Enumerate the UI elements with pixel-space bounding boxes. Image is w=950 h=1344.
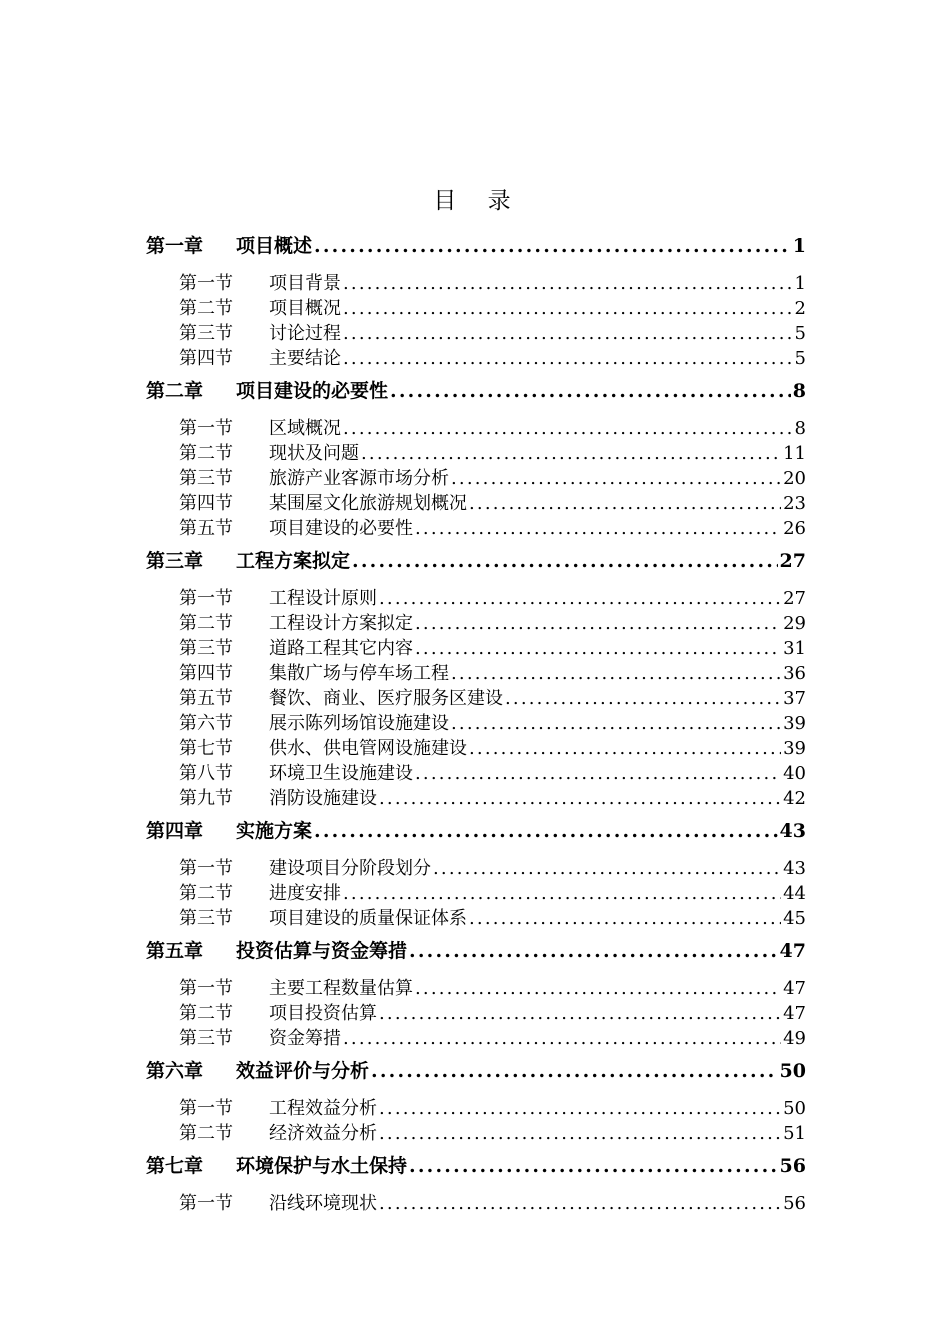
dot-leader [469, 736, 781, 761]
section-page-number: 40 [783, 763, 806, 784]
toc-section-entry[interactable] [146, 881, 806, 906]
dot-leader [415, 611, 781, 636]
chapter-title: 效益评价与分析 [236, 1060, 370, 1082]
chapter-page-number: 1 [792, 235, 806, 257]
section-title: 讨论过程 [269, 323, 341, 344]
section-title: 项目建设的必要性 [269, 518, 413, 539]
section-number: 第一节 [179, 273, 233, 294]
toc-section-list [146, 271, 806, 371]
section-title: 进度安排 [269, 883, 341, 904]
section-page-number: 47 [783, 1003, 806, 1024]
toc-chapter-entry[interactable] [146, 1150, 806, 1183]
section-number: 第四节 [179, 493, 233, 514]
dot-leader [415, 516, 781, 541]
chapter-page-number: 27 [779, 550, 806, 572]
section-page-number: 8 [794, 418, 806, 439]
table-of-contents [146, 230, 806, 1220]
dot-leader [433, 856, 781, 881]
dot-leader [379, 586, 781, 611]
dot-leader [379, 1121, 781, 1146]
toc-section-list [146, 1096, 806, 1146]
toc-section-entry[interactable] [146, 1026, 806, 1051]
toc-section-entry[interactable] [146, 711, 806, 736]
section-title: 现状及问题 [269, 443, 359, 464]
toc-chapter-entry[interactable] [146, 375, 806, 408]
section-page-number: 50 [783, 1098, 806, 1119]
section-page-number: 20 [783, 468, 806, 489]
chapter-page-number: 50 [779, 1060, 806, 1082]
toc-section-entry[interactable] [146, 1096, 806, 1121]
toc-section-entry[interactable] [146, 636, 806, 661]
section-title: 建设项目分阶段划分 [269, 858, 431, 879]
section-page-number: 43 [783, 858, 806, 879]
section-title: 餐饮、商业、医疗服务区建设 [269, 688, 503, 709]
dot-leader [379, 786, 781, 811]
toc-section-entry[interactable] [146, 516, 806, 541]
section-page-number: 5 [794, 348, 806, 369]
toc-section-list [146, 416, 806, 541]
section-page-number: 31 [783, 638, 806, 659]
dot-leader [415, 636, 781, 661]
dot-leader [314, 230, 791, 263]
dot-leader [469, 491, 781, 516]
dot-leader [451, 711, 781, 736]
section-number: 第一节 [179, 418, 233, 439]
dot-leader [451, 466, 781, 491]
toc-section-entry[interactable] [146, 856, 806, 881]
toc-section-entry[interactable] [146, 466, 806, 491]
section-title: 区域概况 [269, 418, 341, 439]
section-number: 第一节 [179, 978, 233, 999]
dot-leader [343, 1026, 781, 1051]
section-title: 工程设计方案拟定 [269, 613, 413, 634]
section-page-number: 51 [783, 1123, 806, 1144]
section-number: 第六节 [179, 713, 233, 734]
section-page-number: 2 [794, 298, 806, 319]
section-number: 第二节 [179, 1123, 233, 1144]
dot-leader [379, 1001, 781, 1026]
dot-leader [451, 661, 781, 686]
section-number: 第五节 [179, 688, 233, 709]
toc-chapter-block [146, 935, 806, 1051]
dot-leader [343, 271, 793, 296]
section-title: 集散广场与停车场工程 [269, 663, 449, 684]
dot-leader [379, 1096, 781, 1121]
section-number: 第二节 [179, 443, 233, 464]
dot-leader [343, 321, 793, 346]
section-number: 第七节 [179, 738, 233, 759]
dot-leader [409, 1150, 778, 1183]
section-page-number: 45 [783, 908, 806, 929]
toc-section-list [146, 856, 806, 931]
section-title: 展示陈列场馆设施建设 [269, 713, 449, 734]
section-page-number: 27 [783, 588, 806, 609]
toc-section-entry[interactable] [146, 906, 806, 931]
toc-section-entry[interactable] [146, 686, 806, 711]
toc-chapter-block [146, 1150, 806, 1216]
toc-chapter-block [146, 815, 806, 931]
toc-section-entry[interactable] [146, 1191, 806, 1216]
chapter-page-number: 43 [779, 820, 806, 842]
toc-chapter-block [146, 1055, 806, 1146]
section-title: 某围屋文化旅游规划概况 [269, 493, 467, 514]
section-number: 第九节 [179, 788, 233, 809]
chapter-number: 第一章 [146, 235, 204, 257]
section-number: 第二节 [179, 883, 233, 904]
toc-chapter-block [146, 375, 806, 541]
toc-section-entry[interactable] [146, 1121, 806, 1146]
section-page-number: 49 [783, 1028, 806, 1049]
section-title: 道路工程其它内容 [269, 638, 413, 659]
section-number: 第一节 [179, 588, 233, 609]
section-number: 第一节 [179, 1098, 233, 1119]
section-page-number: 56 [783, 1193, 806, 1214]
section-number: 第三节 [179, 468, 233, 489]
toc-section-entry[interactable] [146, 1001, 806, 1026]
section-number: 第四节 [179, 348, 233, 369]
section-page-number: 5 [794, 323, 806, 344]
dot-leader [343, 416, 793, 441]
toc-chapter-entry[interactable] [146, 815, 806, 848]
toc-section-entry[interactable] [146, 296, 806, 321]
dot-leader [379, 1191, 781, 1216]
section-page-number: 11 [783, 443, 806, 464]
section-title: 项目概况 [269, 298, 341, 319]
toc-chapter-block [146, 230, 806, 371]
dot-leader [505, 686, 781, 711]
dot-leader [415, 976, 781, 1001]
dot-leader [343, 296, 793, 321]
chapter-title: 项目概述 [236, 235, 313, 257]
chapter-title: 投资估算与资金筹措 [236, 940, 408, 962]
dot-leader [343, 346, 793, 371]
toc-section-entry[interactable] [146, 611, 806, 636]
toc-section-entry[interactable] [146, 416, 806, 441]
toc-section-entry[interactable] [146, 736, 806, 761]
toc-chapter-block [146, 545, 806, 811]
toc-section-entry[interactable] [146, 441, 806, 466]
section-page-number: 47 [783, 978, 806, 999]
toc-title: 目 录 [433, 188, 523, 214]
chapter-title: 项目建设的必要性 [236, 380, 389, 402]
toc-section-entry[interactable] [146, 586, 806, 611]
section-title: 沿线环境现状 [269, 1193, 377, 1214]
section-page-number: 23 [783, 493, 806, 514]
toc-section-entry[interactable] [146, 761, 806, 786]
section-title: 主要工程数量估算 [269, 978, 413, 999]
section-page-number: 39 [783, 713, 806, 734]
chapter-number: 第三章 [146, 550, 204, 572]
section-title: 工程设计原则 [269, 588, 377, 609]
toc-section-entry[interactable] [146, 661, 806, 686]
section-number: 第二节 [179, 1003, 233, 1024]
section-page-number: 42 [783, 788, 806, 809]
toc-section-entry[interactable] [146, 491, 806, 516]
section-title: 消防设施建设 [269, 788, 377, 809]
section-page-number: 39 [783, 738, 806, 759]
section-page-number: 29 [783, 613, 806, 634]
dot-leader [409, 935, 778, 968]
section-number: 第三节 [179, 323, 233, 344]
section-page-number: 1 [794, 273, 806, 294]
section-title: 项目投资估算 [269, 1003, 377, 1024]
dot-leader [415, 761, 781, 786]
chapter-title: 实施方案 [236, 820, 313, 842]
section-number: 第三节 [179, 908, 233, 929]
section-title: 环境卫生设施建设 [269, 763, 413, 784]
toc-chapter-entry[interactable] [146, 545, 806, 578]
chapter-page-number: 56 [779, 1155, 806, 1177]
section-title: 项目建设的质量保证体系 [269, 908, 467, 929]
section-page-number: 44 [783, 883, 806, 904]
toc-section-entry[interactable] [146, 321, 806, 346]
section-page-number: 37 [783, 688, 806, 709]
chapter-number: 第五章 [146, 940, 204, 962]
dot-leader [343, 881, 781, 906]
toc-chapter-entry[interactable] [146, 1055, 806, 1088]
section-number: 第一节 [179, 1193, 233, 1214]
section-number: 第四节 [179, 663, 233, 684]
section-number: 第八节 [179, 763, 233, 784]
section-title: 资金筹措 [269, 1028, 341, 1049]
chapter-page-number: 47 [779, 940, 806, 962]
section-page-number: 26 [783, 518, 806, 539]
chapter-number: 第七章 [146, 1155, 204, 1177]
section-title: 经济效益分析 [269, 1123, 377, 1144]
chapter-page-number: 8 [792, 380, 806, 402]
dot-leader [361, 441, 781, 466]
section-title: 旅游产业客源市场分析 [269, 468, 449, 489]
chapter-number: 第二章 [146, 380, 204, 402]
section-page-number: 36 [783, 663, 806, 684]
chapter-title: 环境保护与水土保持 [236, 1155, 408, 1177]
section-number: 第二节 [179, 298, 233, 319]
section-number: 第三节 [179, 638, 233, 659]
dot-leader [352, 545, 778, 578]
toc-section-list [146, 1191, 806, 1216]
dot-leader [390, 375, 791, 408]
dot-leader [314, 815, 778, 848]
chapter-number: 第四章 [146, 820, 204, 842]
section-title: 工程效益分析 [269, 1098, 377, 1119]
toc-section-list [146, 976, 806, 1051]
chapter-title: 工程方案拟定 [236, 550, 351, 572]
toc-section-entry[interactable] [146, 976, 806, 1001]
section-title: 项目背景 [269, 273, 341, 294]
section-title: 供水、供电管网设施建设 [269, 738, 467, 759]
dot-leader [371, 1055, 778, 1088]
section-number: 第三节 [179, 1028, 233, 1049]
section-number: 第五节 [179, 518, 233, 539]
section-number: 第二节 [179, 613, 233, 634]
section-title: 主要结论 [269, 348, 341, 369]
chapter-number: 第六章 [146, 1060, 204, 1082]
toc-chapter-entry[interactable] [146, 230, 806, 263]
toc-section-entry[interactable] [146, 786, 806, 811]
dot-leader [469, 906, 781, 931]
toc-section-entry[interactable] [146, 271, 806, 296]
toc-chapter-entry[interactable] [146, 935, 806, 968]
section-number: 第一节 [179, 858, 233, 879]
toc-section-entry[interactable] [146, 346, 806, 371]
toc-section-list [146, 586, 806, 811]
